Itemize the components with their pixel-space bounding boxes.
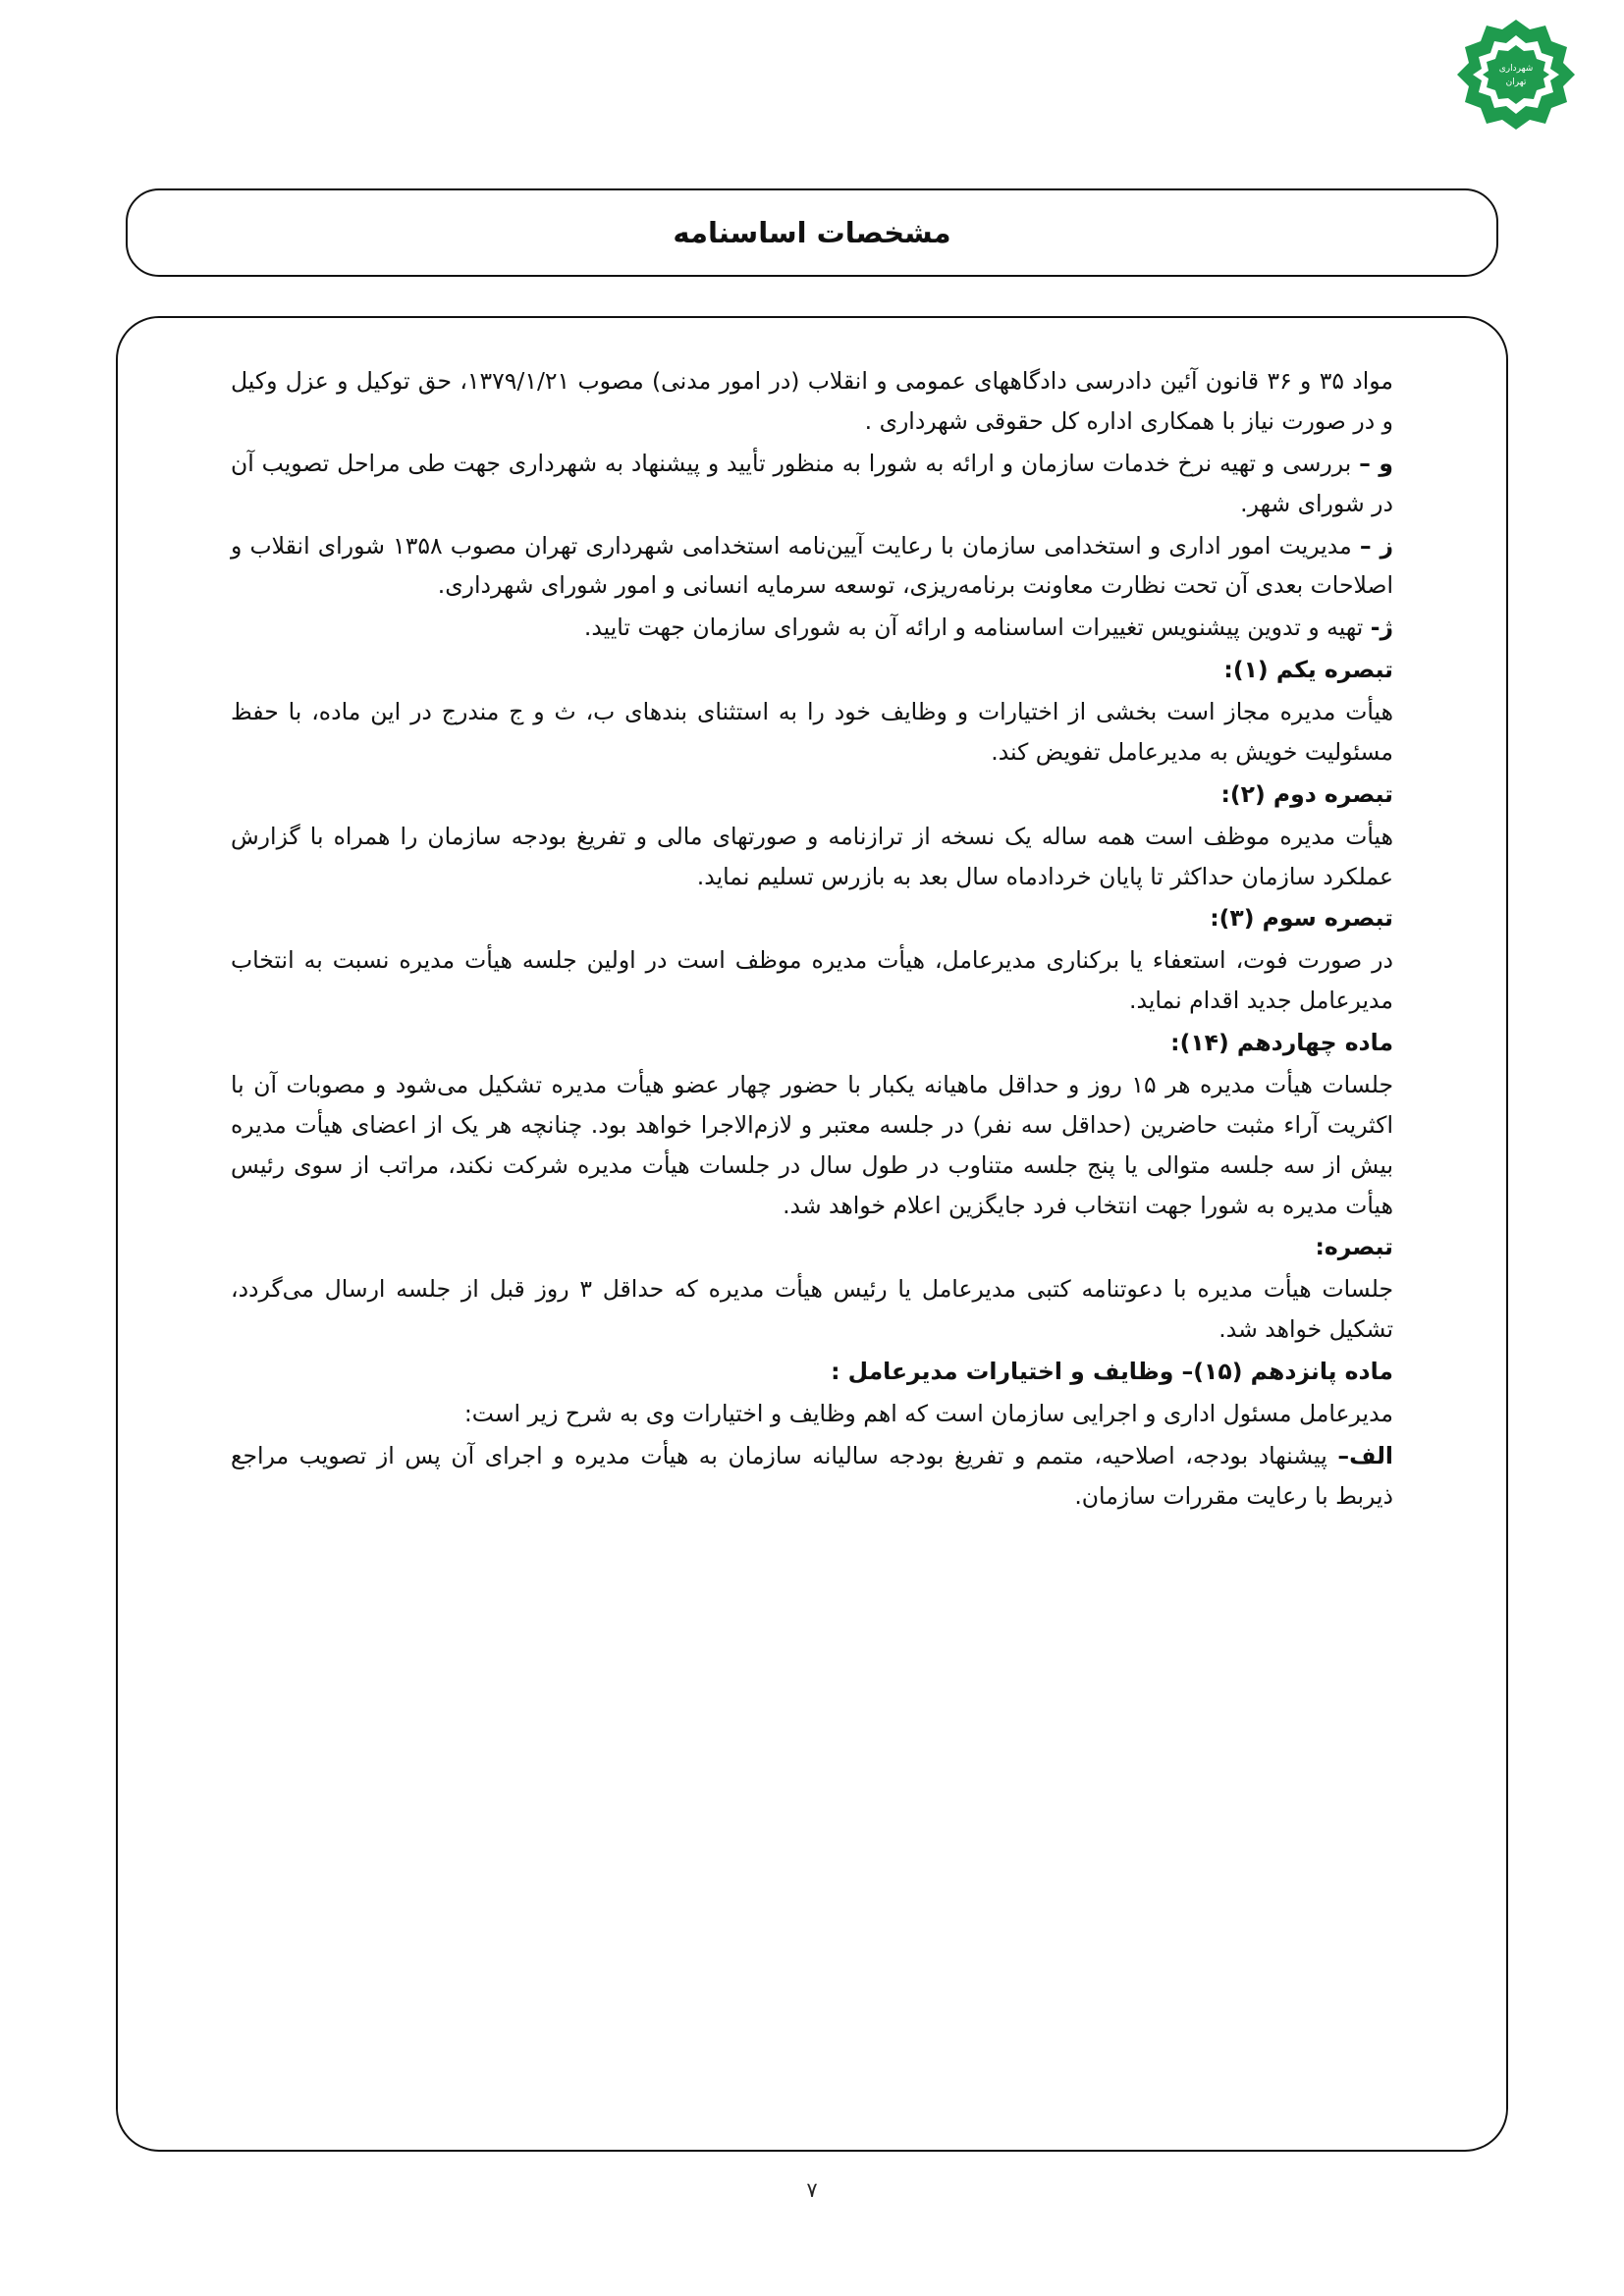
heading-note-3: تبصره سوم (۳): (1210, 904, 1393, 933)
svg-text:تهران: تهران (1505, 78, 1527, 87)
paragraph-article-15: مدیرعامل مسئول اداری و اجرایی سازمان است که اهم وظایف و اختیارات وی به شرح زیر است: (463, 1399, 1393, 1427)
heading-note-2: تبصره دوم (۲): (1220, 779, 1393, 808)
paragraph-articles-35-36: مواد ۳۵ و ۳۶ قانون آئین دادرسی دادگاههای عمومی و انقلاب (در امور مدنی) مصوب ۱۳۷۹/۱/۲۱، حق توکیل و عزل وکیل و در صورت نیاز با همکاری اداره کل حقوقی شهرداری . (231, 367, 1393, 435)
heading-note-4: تبصره: (1315, 1233, 1393, 1261)
paragraph-note-4: جلسات هیأت مدیره با دعوتنامه کتبی مدیرعامل یا رئیس هیأت مدیره که حداقل ۳ روز قبل از جلسه ارسال می‌گردد، تشکیل خواهد شد. (231, 1275, 1393, 1344)
paragraph-note-2: هیأت مدیره موظف است همه ساله یک نسخه از ترازنامه و صورتهای مالی و تفریغ بودجه سازمان را همراه با گزارش عملکرد سازمان حداکثر تا پایان خردادماه سال بعد به بازرس تسلیم نماید. (231, 822, 1393, 890)
tehran-municipality-logo-icon (1451, 18, 1581, 147)
paragraph-note-1: هیأت مدیره مجاز است بخشی از اختیارات و وظایف خود را به استثنای بندهای ب، ث و ج مندرج در این ماده، با حفظ مسئولیت خویش به مدیرعامل تفویض کند. (231, 698, 1393, 766)
heading-article-14: ماده چهاردهم (۱۴): (1170, 1029, 1393, 1056)
paragraph-article-14: جلسات هیأت مدیره هر ۱۵ روز و حداقل ماهیانه یکبار با حضور چهار عضو هیأت مدیره تشکیل می‌شود و مصوبات آن با اکثریت آراء مثبت حاضرین (حداقل سه نفر) در جلسه معتبر و لازم‌الاجرا خواهد بود. چنانچه هر یک از اعضای هیأت مدیره بیش از سه جلسه متوالی یا پنج جلسه متناوب در طول سال در جلسات هیأت مدیره شرکت نکند، مراتب از سوی رئیس هیأت مدیره به شورا جهت انتخاب فرد جایگزین اعلام خواهد شد. (231, 1070, 1393, 1219)
heading-note-1: تبصره یکم (۱): (1223, 656, 1393, 684)
content-box (116, 316, 1508, 2152)
content-body (231, 361, 1393, 2120)
page-number: ۷ (806, 2178, 818, 2202)
paragraph-note-3: در صورت فوت، استعفاء یا برکناری مدیرعامل، هیأت مدیره موظف است در اولین جلسه هیأت مدیره نسبت به انتخاب مدیرعامل جدید اقدام نماید. (231, 946, 1393, 1015)
svg-text:شهرداری: شهرداری (1498, 64, 1534, 74)
page-title: مشخصات اساسنامه (673, 216, 951, 249)
heading-article-15: ماده پانزدهم (۱۵)– وظایف و اختیارات مدیرعامل : (831, 1358, 1393, 1385)
paragraph-clause-zhe: ز – مدیریت امور اداری و استخدامی سازمان با رعایت آیین‌نامه استخدامی شهرداری تهران مصوب ۱۳۵۸ شورای انقلاب و اصلاحات بعدی آن تحت نظارت معاونت برنامه‌ریزی، توسعه سرمایه انسانی و امور شورای شهرداری. (231, 531, 1394, 600)
paragraph-clause-zhe2: ژ- تهیه و تدوین پیشنویس تغییرات اساسنامه و ارائه آن به شورای سازمان جهت تایید. (583, 614, 1393, 642)
paragraph-clause-alef: الف– پیشنهاد بودجه، اصلاحیه، متمم و تفریغ بودجه سالیانه سازمان به هیأت مدیره و اجرای آن پس از تصویب مراجع ذیربط با رعایت مقررات سازمان. (231, 1441, 1393, 1510)
paragraph-clause-vav: و – بررسی و تهیه نرخ خدمات سازمان و ارائه به شورا به منظور تأیید و پیشنهاد به شهرداری جهت طی مراحل تصویب آن در شورای شهر. (231, 449, 1393, 517)
document-title-bar (126, 188, 1498, 277)
